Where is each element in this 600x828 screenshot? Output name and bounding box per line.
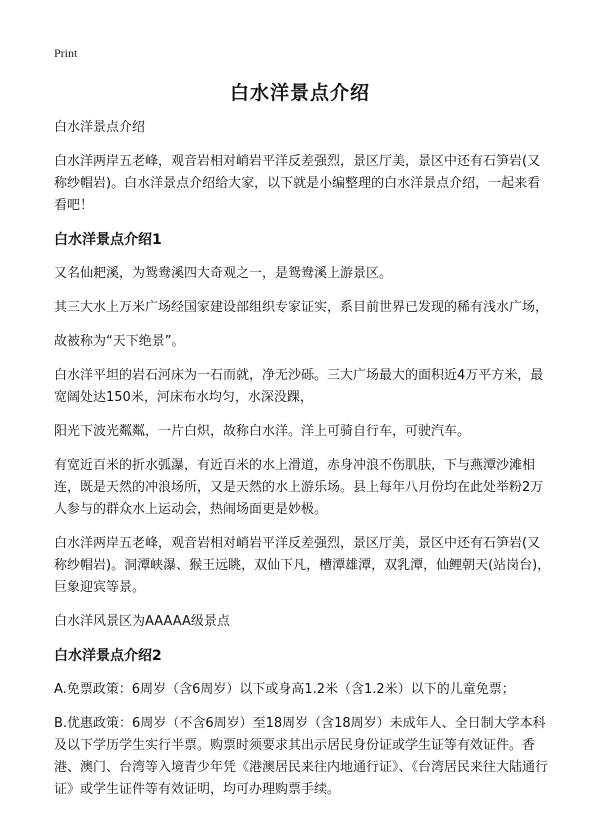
section-2-paragraph: A.免票政策：6周岁（含6周岁）以下或身高1.2米（含1.2米）以下的儿童免票； xyxy=(54,682,515,697)
article-body xyxy=(54,117,552,813)
section-1-paragraph: 其三大水上万米广场经国家建设部组织专家证实，系目前世界已发现的稀有浅水广场， xyxy=(54,300,549,315)
section-1-paragraph: 白水洋平坦的岩石河床为一石而就，净无沙砾。三大广场最大的面积近4万平方米，最宽阔处达150米，河床布水均匀，水深没踝， xyxy=(54,368,544,405)
section-2-heading: 白水洋景点介绍2 xyxy=(54,648,162,664)
section-1-paragraph: 白水洋两岸五老峰，观音岩相对峭岩平洋反差强烈，景区厅美，景区中还有石笋岩(又称纱帽岩)。洞潭峡瀑、猴王远眺，双仙下凡，槽潭雄潭，双乳潭，仙鲤朝天(站岗台)，巨象迎宾等景。 xyxy=(54,536,551,595)
section-1-paragraph: 又名仙耙溪，为鸳鸯溪四大奇观之一，是鸳鸯溪上游景区。 xyxy=(54,266,393,281)
section-1-paragraph: 故被称为“天下绝景”。 xyxy=(54,334,185,349)
intro-subtitle: 白水洋景点介绍 xyxy=(54,120,146,135)
section-1-paragraph: 阳光下波光粼粼，一片白炽，故称白水洋。洋上可骑自行车，可驶汽车。 xyxy=(54,424,471,439)
page-title: 白水洋景点介绍 xyxy=(229,82,370,104)
section-1-paragraph: 白水洋风景区为AAAAA级景点 xyxy=(54,614,230,629)
section-1-heading: 白水洋景点介绍1 xyxy=(54,232,162,248)
section-1-paragraph: 有宽近百米的折水弧瀑，有近百米的水上滑道，赤身冲浪不伤肌肤，下与燕潭沙滩相连，既是天然的冲浪场所，又是天然的水上游乐场。县上每年八月份均在此处举粉2万人参与的群众水上运动会，热闹场面更是妙极。 xyxy=(54,458,544,517)
intro-paragraph: 白水洋两岸五老峰，观音岩相对峭岩平洋反差强烈，景区厅美，景区中还有石笋岩(又称纱帽岩)。白水洋景点介绍给大家，以下就是小编整理的白水洋景点介绍，一起来看看吧！ xyxy=(54,154,541,213)
print-link[interactable]: Print xyxy=(54,46,78,60)
section-2-paragraph: B.优惠政策：6周岁（不含6周岁）至18周岁（含18周岁）未成年人、全日制大学本科及以下学历学生实行半票。购票时须要求其出示居民身份证或学生证等有效证件。香港、澳门、台湾等入境青少年凭《港澳居民来往内地通行证》、《台湾居民来往大陆通行证》或学生证件等有效证明，均可办理购票手续。 xyxy=(54,716,549,797)
